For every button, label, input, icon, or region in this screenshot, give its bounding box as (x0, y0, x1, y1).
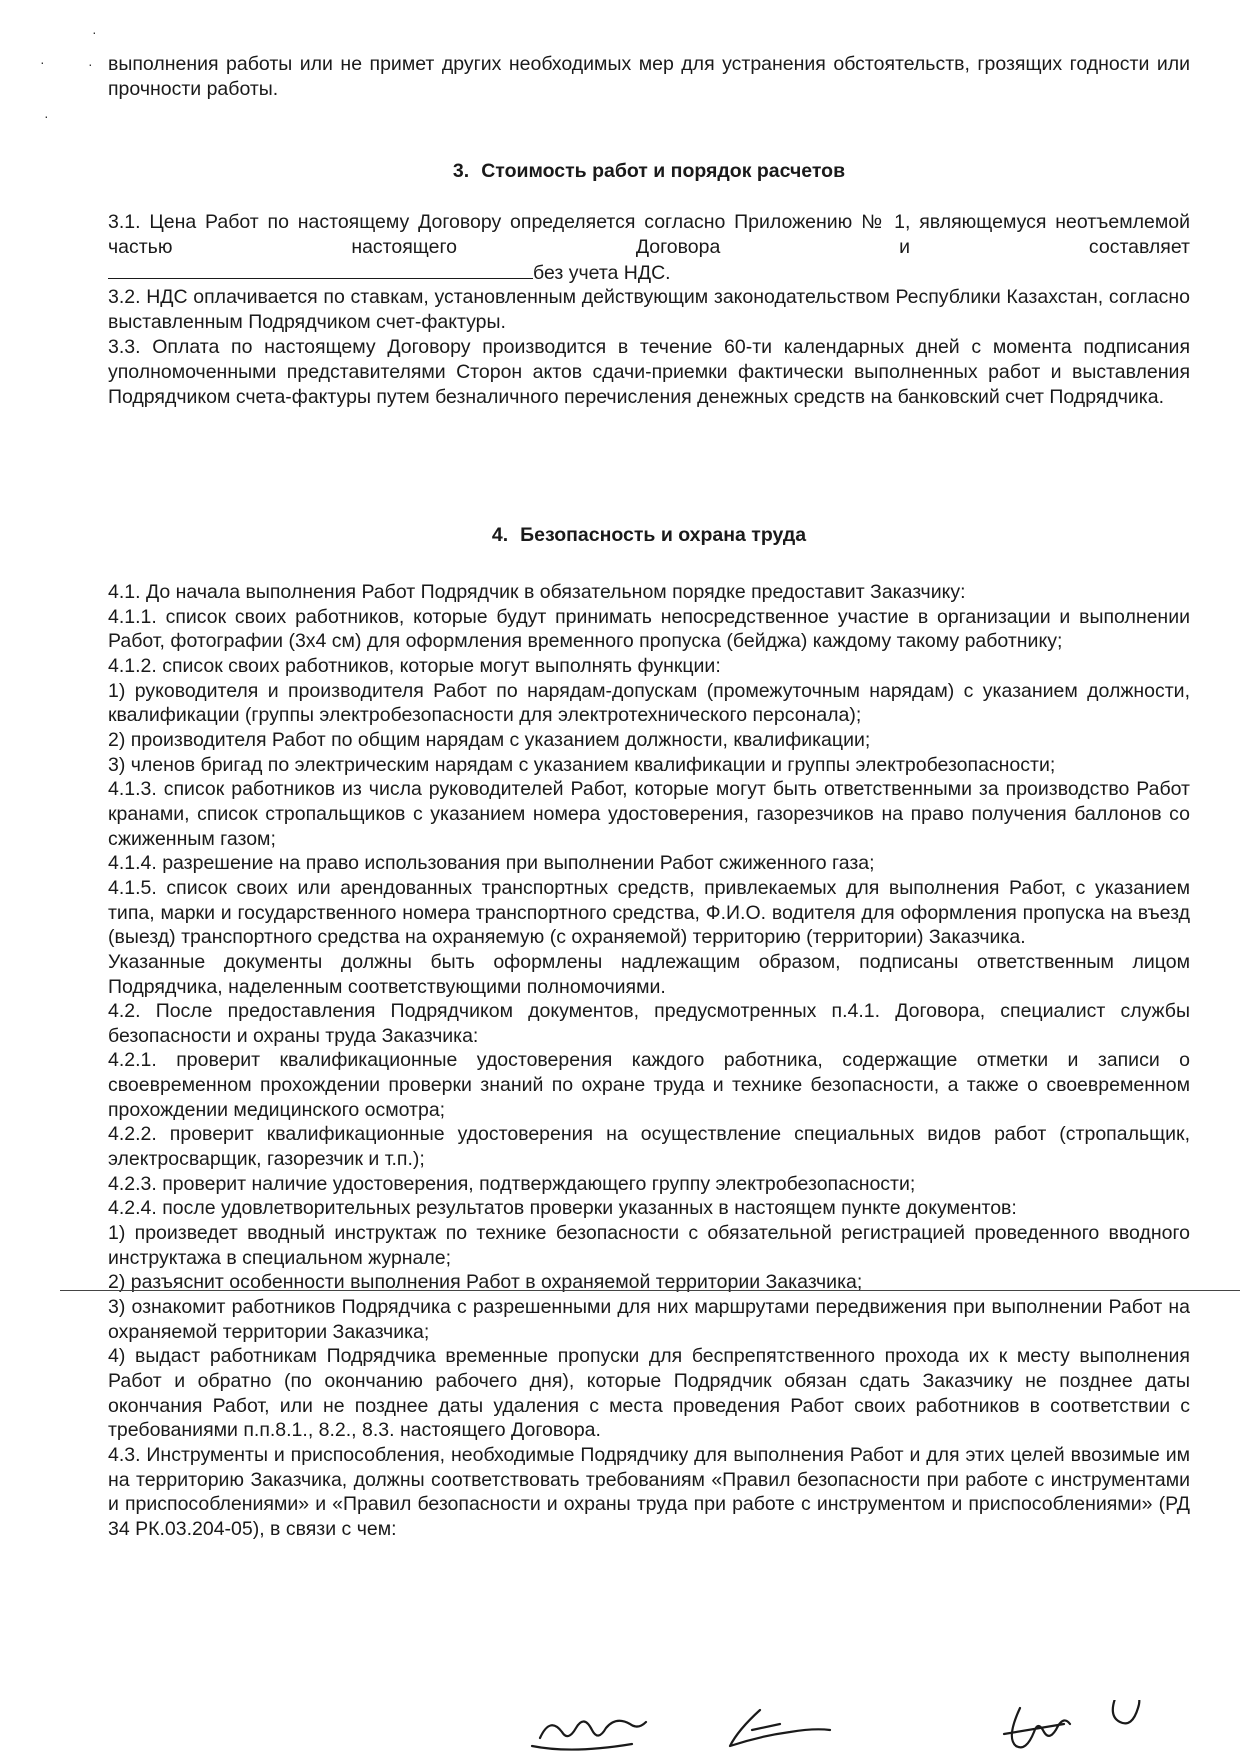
paragraph: 4.1.3. список работников из числа руководителей Работ, которые могут быть ответственными за производство Работ кранами, список стропальщиков с указанием номера удостоверения, газорезчиков на право получения баллонов со сжиженным газом; (108, 778, 1190, 850)
section-4-body (108, 580, 1190, 1542)
signature-2 (730, 1710, 830, 1746)
signatures (0, 1700, 1240, 1754)
paragraph-3-3: 3.3. Оплата по настоящему Договору производится в течение 60-ти календарных дней с момента подписания уполномоченными представителями Сторон актов сдачи-приемки фактически выполненных работ и выставления Подрядчиком счета-фактуры путем безналичного перечисления денежных средств на банковский счет Подрядчика. (108, 335, 1190, 408)
section-3-body (108, 210, 1190, 409)
section-number: 4. (491, 524, 509, 546)
signature-3 (1004, 1708, 1070, 1747)
paragraph: 1) произведет вводный инструктаж по технике безопасности с обязательной регистрацией проведенного вводного инструктажа в специальном журнале; (108, 1222, 1190, 1269)
paragraph: 1) руководителя и производителя Работ по нарядам-допускам (промежуточным нарядам) с указанием должности, квалификации (группы электробезопасности для электротехнического персонала); (108, 679, 1190, 727)
paragraph-text: выполнения работы или не примет других необходимых мер для устранения обстоятельств, грозящих годности или прочности работы. (108, 53, 1190, 100)
paragraph: 4.2.3. проверит наличие удостоверения, подтверждающего группу электробезопасности; (108, 1172, 916, 1195)
section-title: Стоимость работ и порядок расчетов (481, 160, 846, 182)
paragraph: 2) разъяснит особенности выполнения Работ в охраняемой территории Заказчика; (108, 1271, 863, 1294)
scan-speck: · (40, 54, 45, 70)
price-blank-line (108, 260, 533, 279)
scan-speck: · (44, 108, 49, 124)
paragraph-3-1-continued (108, 260, 1190, 286)
paragraph: 4.1. До начала выполнения Работ Подрядчик в обязательном порядке предоставит Заказчику: (108, 581, 966, 603)
section-4-heading (108, 522, 1190, 548)
section-3-heading (108, 158, 1190, 184)
signature-1-underline (532, 1744, 632, 1750)
paragraph: 4.2. После предоставления Подрядчиком документов, предусмотренных п.4.1. Договора, специалист службы безопасности и охраны труда Заказчика: (108, 1000, 1190, 1047)
paragraph: 4.1.5. список своих или арендованных транспортных средств, привлекаемых для выполнения Работ, с указанием типа, марки и государственного номера транспортного средства, Ф.И.О. водителя для оформления пропуска на въезд (выезд) транспортного средства на охраняемую (с охраняемой) территорию (территории) Заказчика. (108, 876, 1190, 949)
section-title: Безопасность и охрана труда (520, 524, 807, 546)
scan-speck: · (92, 24, 97, 40)
paragraph: 3) членов бригад по электрическим нарядам с указанием квалификации и группы электробезопасности; (108, 753, 1056, 776)
signature-4 (1113, 1700, 1140, 1723)
paragraph: 4.1.2. список своих работников, которые могут выполнять функции: (108, 654, 721, 677)
continuation-paragraph (108, 52, 1190, 102)
signature-1 (540, 1721, 646, 1738)
section-number: 3. (452, 160, 470, 182)
paragraph: 4.2.4. после удовлетворительных результатов проверки указанных в настоящем пункте документов: (108, 1197, 1017, 1220)
paragraph: 4) выдаст работникам Подрядчика временные пропуски для беспрепятственного прохода их к месту выполнения Работ и обратно (по окончанию рабочего дня), которые Подрядчик обязан сдать Заказчику не позднее даты окончания Работ, или не позднее даты удаления с места проведения Работ своих работников в соответствии с требованиями п.п.8.1., 8.2., 8.3. настоящего Договора. (108, 1345, 1190, 1442)
paragraph-3-1 (108, 210, 1190, 260)
paragraph: Указанные документы должны быть оформлены надлежащим образом, подписаны ответственным лицом Подрядчика, наделенным соответствующими полномочиями. (108, 950, 1190, 998)
paragraph: 4.2.2. проверит квалификационные удостоверения на осуществление специальных видов работ (стропальщик, электросварщик, газорезчик и т.п.); (108, 1123, 1190, 1171)
scan-line-artifact (60, 1290, 1240, 1291)
paragraph-3-1-tail: без учета НДС. (533, 261, 671, 284)
paragraph-3-2: 3.2. НДС оплачивается по ставкам, установленным действующим законодательством Республики Казахстан, согласно выставленным Подрядчиком счет-фактуры. (108, 286, 1190, 334)
paragraph: 4.1.4. разрешение на право использования при выполнении Работ сжиженного газа; (108, 852, 875, 875)
scan-speck: · (88, 56, 93, 72)
paragraph: 4.2.1. проверит квалификационные удостоверения каждого работника, содержащие отметки и записи о своевременном прохождении проверки знаний по охране труда и технике безопасности, а также о своевременном прохождении медицинского осмотра; (108, 1049, 1190, 1121)
paragraph: 4.3. Инструменты и приспособления, необходимые Подрядчику для выполнения Работ и для этих целей ввозимые им на территорию Заказчика, должны соответствовать требованиям «Правил безопасности при работе с инструментами и приспособлениями» и «Правил безопасности и охраны труда при работе с инструментом и приспособлениями» (РД 34 РК.03.204-05), в связи с чем: (108, 1443, 1190, 1540)
paragraph: 4.1.1. список своих работников, которые будут принимать непосредственное участие в организации и выполнении Работ, фотографии (3х4 см) для оформления временного пропуска (бейджа) каждому такому работнику; (108, 605, 1190, 653)
paragraph-3-1-text: 3.1. Цена Работ по настоящему Договору определяется согласно Приложению № 1, являющемуся неотъемлемой частью настоящего Договора и составляет (108, 211, 1190, 258)
paragraph: 3) ознакомит работников Подрядчика с разрешенными для них маршрутами передвижения при выполнении Работ на охраняемой территории Заказчика; (108, 1296, 1190, 1343)
paragraph: 2) производителя Работ по общим нарядам с указанием должности, квалификации; (108, 728, 871, 751)
